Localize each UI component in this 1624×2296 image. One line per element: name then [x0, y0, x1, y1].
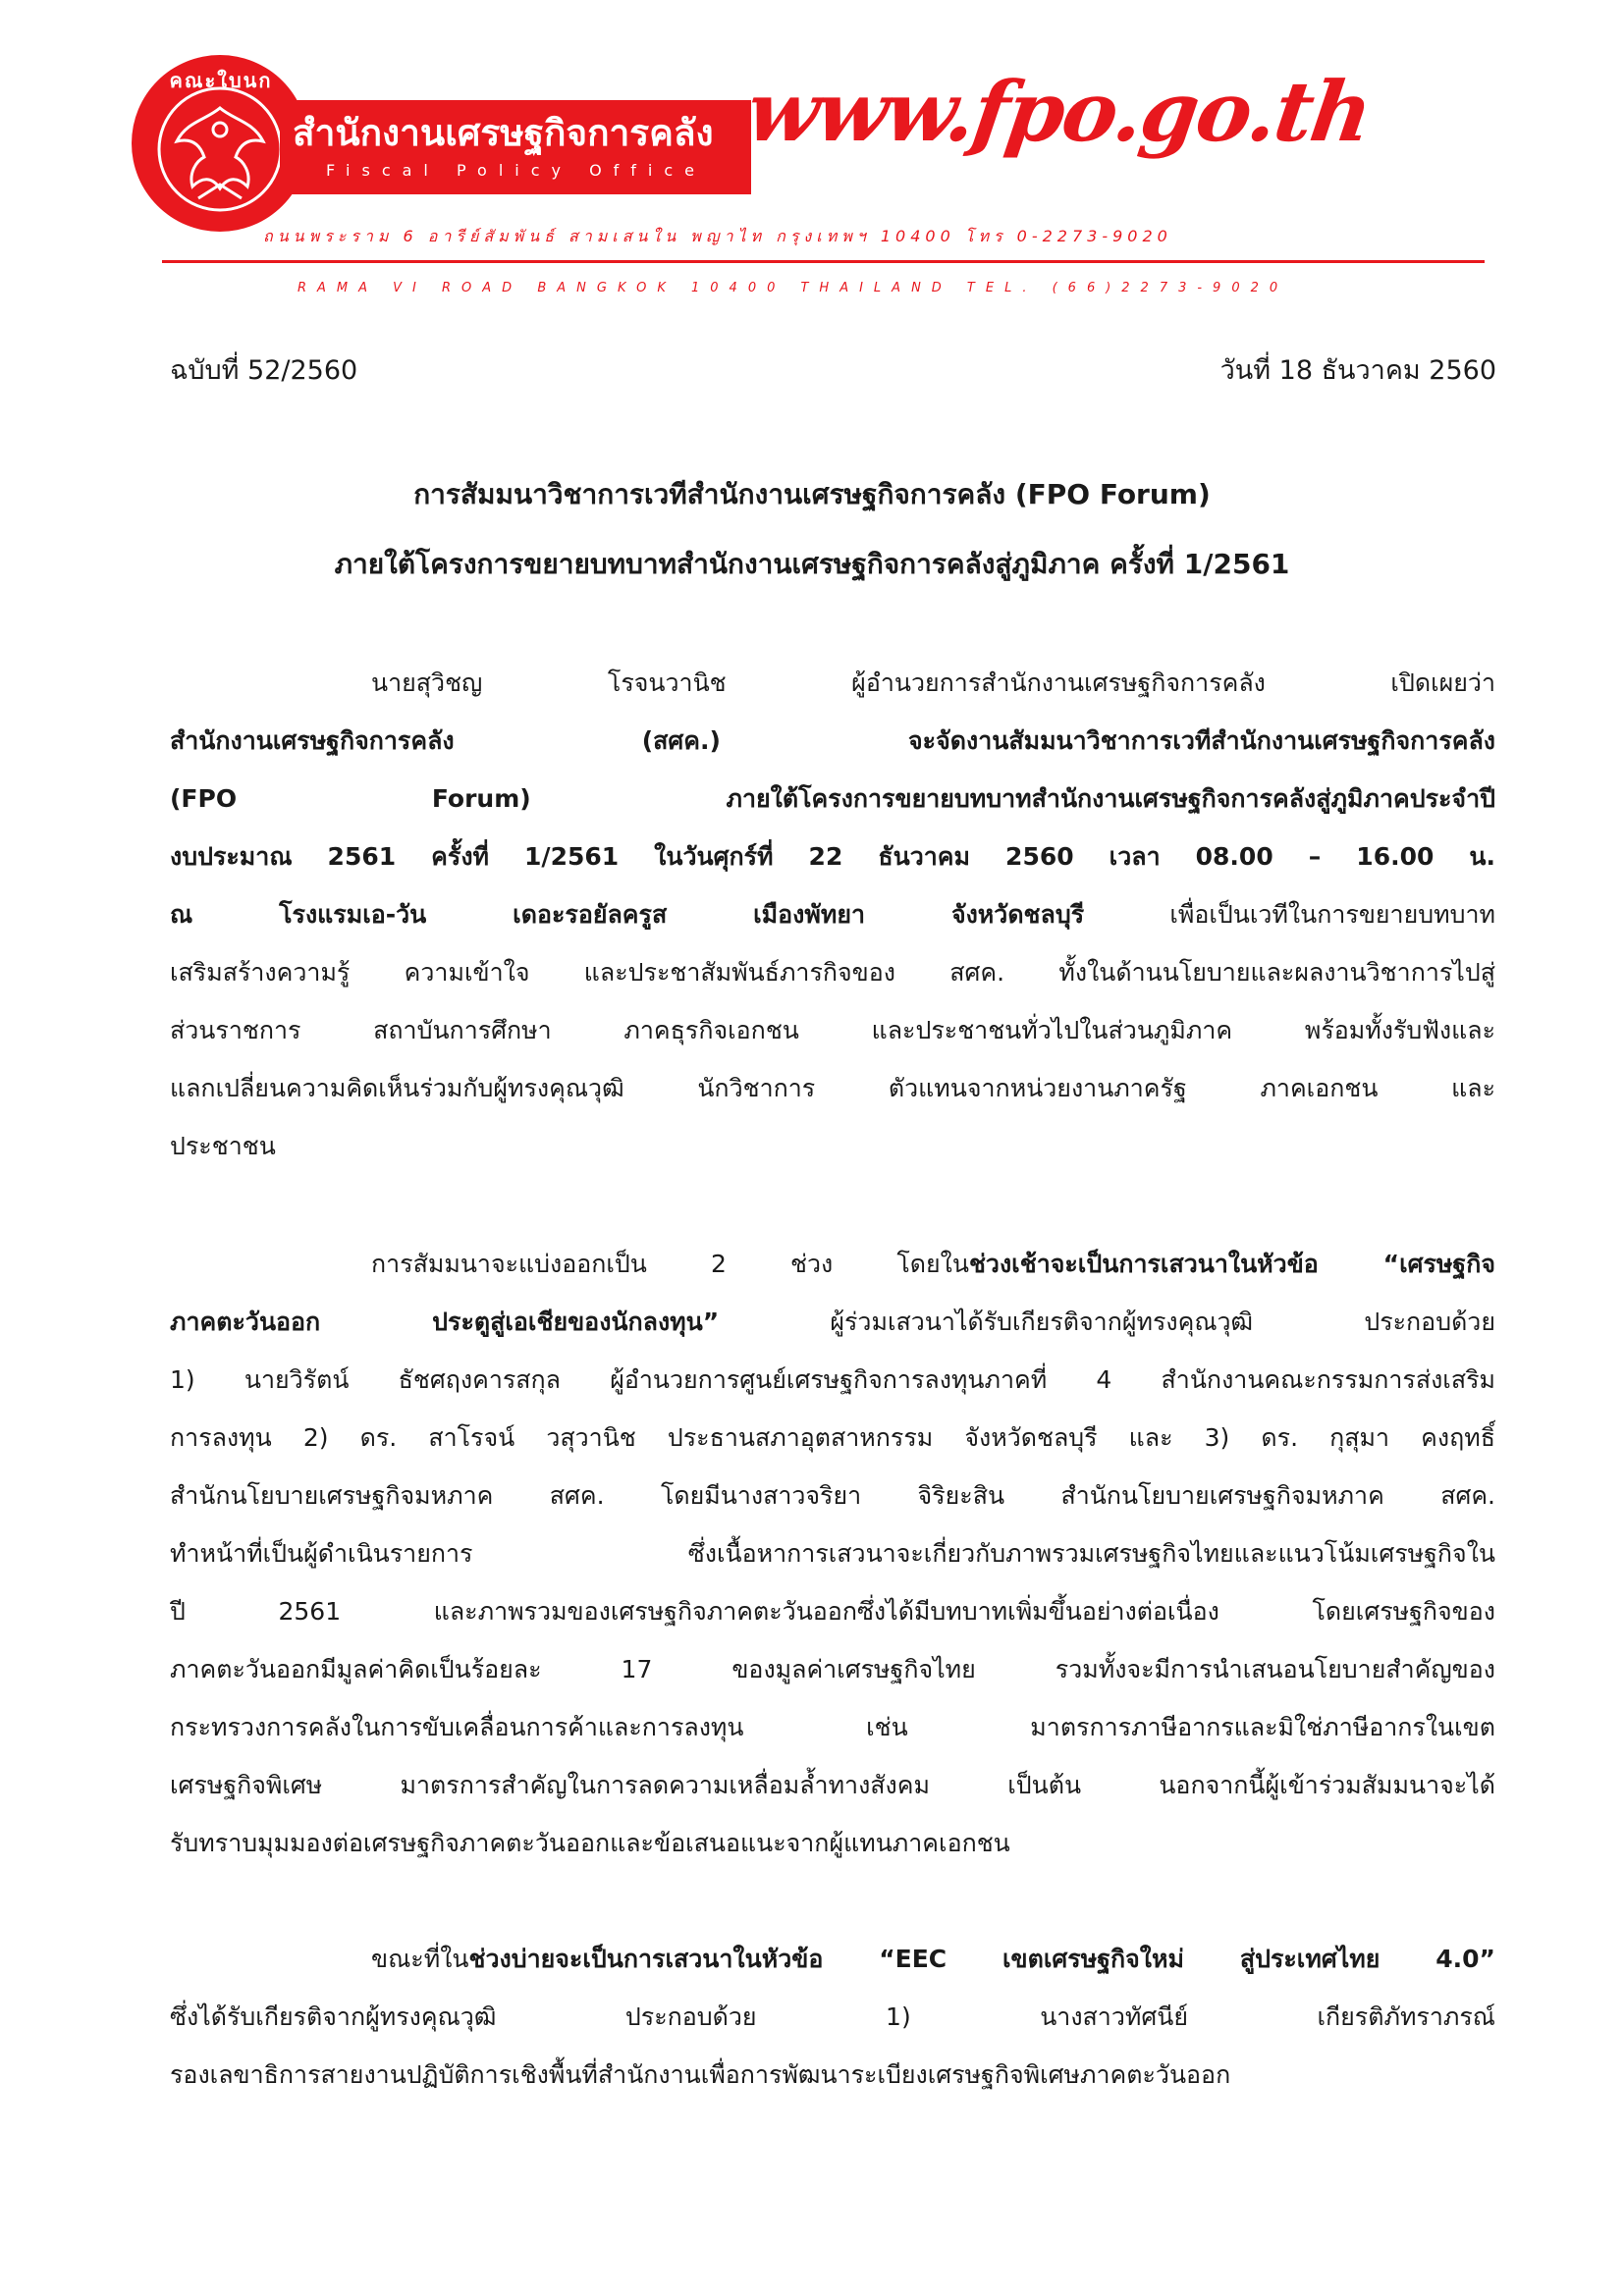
paragraph-line: เศรษฐกิจพิเศษ มาตรการสำคัญในการลดความเหลื่อมล้ำทางสังคม เป็นต้น นอกจากนี้ผู้เข้าร่วมสัมมนาจะได้ — [170, 1771, 1495, 1799]
paragraph-line — [170, 895, 1495, 934]
paragraph-line: กระทรวงการคลังในการขับเคลื่อนการค้าและการลงทุน เช่น มาตรการภาษีอากรและมิใช่ภาษีอากรในเขต — [170, 1713, 1495, 1741]
seal-text: คณะใบนก — [169, 69, 273, 92]
paragraph-bold-text: ช่วงเช้าจะเป็นการเสวนาในหัวข้อ “เศรษฐกิจ — [968, 1250, 1495, 1278]
paragraph-bold-text: ช่วงบ่ายจะเป็นการเสวนาในหัวข้อ “EEC เขตเศรษฐกิจใหม่ สู่ประเทศไทย 4.0” — [468, 1945, 1495, 1973]
paragraph-line: ซึ่งได้รับเกียรติจากผู้ทรงคุณวุฒิ ประกอบด้วย 1) นางสาวทัศนีย์ เกียรติภัทราภรณ์ — [170, 2002, 1495, 2031]
paragraph-line: สำนักงานเศรษฐกิจการคลัง (สศค.) จะจัดงานสัมมนาวิชาการเวทีสำนักงานเศรษฐกิจการคลัง — [170, 726, 1495, 755]
paragraph-line: รับทราบมุมมองต่อเศรษฐกิจภาคตะวันออกและข้อเสนอแนะจากผู้แทนภาคเอกชน — [170, 1829, 1010, 1857]
paragraph-line: ทำหน้าที่เป็นผู้ดำเนินรายการ ซึ่งเนื้อหาการเสวนาจะเกี่ยวกับภาพรวมเศรษฐกิจไทยและแนวโน้มเศรษฐกิจใน — [170, 1539, 1495, 1568]
paragraph-line: รองเลขาธิการสายงานปฏิบัติการเชิงพื้นที่สำนักงานเพื่อการพัฒนาระเบียงเศรษฐกิจพิเศษภาคตะวันออก — [170, 2060, 1231, 2089]
paragraph-text: การสัมมนาจะแบ่งออกเป็น 2 ช่วง โดยใน — [371, 1250, 969, 1278]
issue-number: ฉบับที่ 52/2560 — [170, 355, 358, 386]
paragraph-line: (FPO Forum) ภายใต้โครงการขยายบทบาทสำนักงานเศรษฐกิจการคลังสู่ภูมิภาคประจำปี — [170, 784, 1495, 813]
paragraph-line: ภาคตะวันออกมีมูลค่าคิดเป็นร้อยละ 17 ของมูลค่าเศรษฐกิจไทย รวมทั้งจะมีการนำเสนอนโยบายสำคัญของ — [170, 1655, 1495, 1683]
paragraph-line: สำนักนโยบายเศรษฐกิจมหภาค สศค. โดยมีนางสาวจริยา จิริยะสิน สำนักนโยบายเศรษฐกิจมหภาค สศค. — [170, 1481, 1495, 1510]
paragraph-line: เสริมสร้างความรู้ ความเข้าใจ และประชาสัมพันธ์ภารกิจของ สศค. ทั้งในด้านนโยบายและผลงานวิชาการไปสู่ — [170, 958, 1495, 987]
address-en: RAMA VI ROAD BANGKOK 10400 THAILAND TEL. (66)2273-9020 — [298, 281, 1289, 295]
issue-date: วันที่ 18 ธันวาคม 2560 — [1219, 355, 1496, 386]
letterhead — [0, 0, 1624, 324]
header-divider — [162, 260, 1485, 263]
paragraph-line: แลกเปลี่ยนความคิดเห็นร่วมกับผู้ทรงคุณวุฒิ นักวิชาการ ตัวแทนจากหน่วยงานภาครัฐ ภาคเอกชน และ — [170, 1074, 1495, 1102]
document-title-line2: ภายใต้โครงการขยายบทบาทสำนักงานเศรษฐกิจการคลังสู่ภูมิภาค ครั้งที่ 1/2561 — [334, 548, 1290, 580]
office-name-th: สำนักงานเศรษฐกิจการคลัง — [293, 112, 714, 154]
paragraph-line — [170, 1940, 1495, 1979]
paragraph-line — [170, 1303, 1495, 1342]
paragraph-line: งบประมาณ 2561 ครั้งที่ 1/2561 ในวันศุกร์ที่ 22 ธันวาคม 2560 เวลา 08.00 – 16.00 น. — [170, 842, 1495, 871]
paragraph-line: ส่วนราชการ สถาบันการศึกษา ภาคธุรกิจเอกชน และประชาชนทั่วไปในส่วนภูมิภาค พร้อมทั้งรับฟังและ — [170, 1016, 1495, 1044]
paragraph-text: เพื่อเป็นเวทีในการขยายบทบาท — [1084, 900, 1495, 929]
paragraph-bold-text: ณ โรงแรมเอ-วัน เดอะรอยัลครูส เมืองพัทยา จังหวัดชลบุรี — [170, 900, 1085, 929]
paragraph-line: ปี 2561 และภาพรวมของเศรษฐกิจภาคตะวันออกซึ่งได้มีบทบาทเพิ่มขึ้นอย่างต่อเนื่อง โดยเศรษฐกิจของ — [170, 1597, 1495, 1626]
paragraph-line: ประชาชน — [170, 1132, 276, 1160]
paragraph-line — [170, 1245, 1495, 1284]
paragraph-line: นายสุวิชญ โรจนวานิช ผู้อำนวยการสำนักงานเศรษฐกิจการคลัง เปิดเผยว่า — [371, 668, 1495, 697]
website-link[interactable]: www.fpo.go.th — [741, 63, 1377, 160]
paragraph-line: การลงทุน 2) ดร. สาโรจน์ วสุวานิช ประธานสภาอุตสาหกรรม จังหวัดชลบุรี และ 3) ดร. กุสุมา คงฤทธิ์ — [170, 1423, 1495, 1452]
office-name-en: Fiscal Policy Office — [326, 161, 707, 180]
paragraph-bold-text: ภาคตะวันออก ประตูสู่เอเชียของนักลงทุน” — [170, 1308, 720, 1336]
paragraph-line: 1) นายวิรัตน์ ธัชศฤงคารสกุล ผู้อำนวยการศูนย์เศรษฐกิจการลงทุนภาคที่ 4 สำนักงานคณะกรรมการส่งเสริม — [170, 1365, 1495, 1394]
paragraph-text: ขณะที่ใน — [371, 1945, 469, 1973]
address-th: ถนนพระราม 6 อารีย์สัมพันธ์ สามเสนใน พญาไท กรุงเทพฯ 10400 โทร 0-2273-9020 — [263, 227, 1172, 245]
paragraph-text: ผู้ร่วมเสวนาได้รับเกียรติจากผู้ทรงคุณวุฒิ ประกอบด้วย — [719, 1308, 1495, 1336]
document-title-line1: การสัมมนาวิชาการเวทีสำนักงานเศรษฐกิจการคลัง (FPO Forum) — [413, 478, 1211, 510]
